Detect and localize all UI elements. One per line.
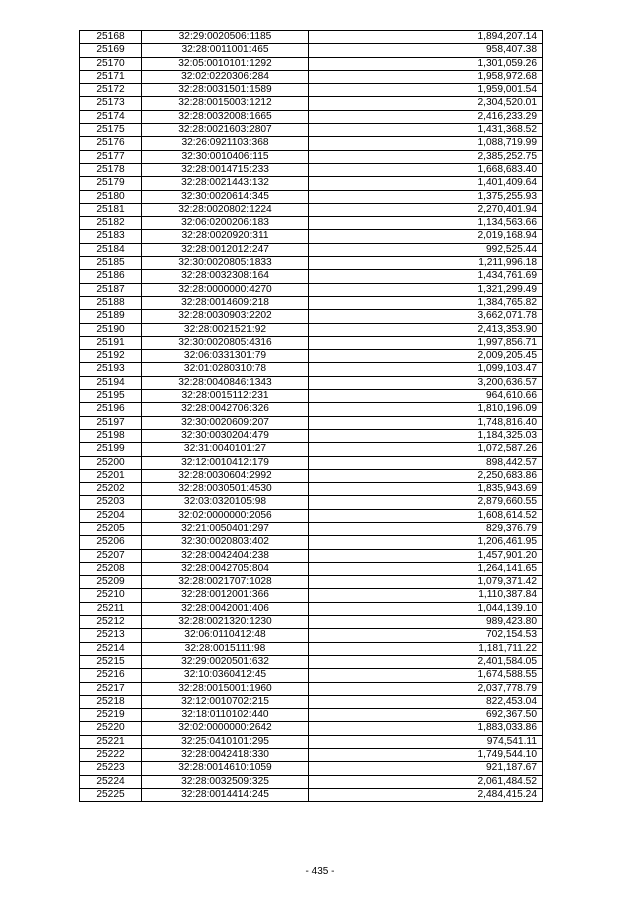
table-row <box>80 70 543 83</box>
cadastral-number-cell: 32:28:0042001:406 <box>142 602 309 615</box>
amount-cell: 1,206,461.95 <box>309 536 543 549</box>
table-row <box>80 735 543 748</box>
row-number-cell: 25173 <box>80 97 142 110</box>
row-number-cell: 25196 <box>80 403 142 416</box>
cadastral-number-cell: 32:28:0014610:1059 <box>142 762 309 775</box>
table-row <box>80 137 543 150</box>
cadastral-number-cell: 32:31:0040101:27 <box>142 443 309 456</box>
cadastral-number-cell: 32:29:0020506:1185 <box>142 31 309 44</box>
amount-cell: 1,883,033.86 <box>309 722 543 735</box>
amount-cell: 1,384,765.82 <box>309 296 543 309</box>
row-number-cell: 25224 <box>80 775 142 788</box>
amount-cell: 1,110,387.84 <box>309 589 543 602</box>
row-number-cell: 25222 <box>80 749 142 762</box>
amount-cell: 1,211,996.18 <box>309 257 543 270</box>
amount-cell: 1,375,255.93 <box>309 190 543 203</box>
cadastral-number-cell: 32:18:0110102:440 <box>142 709 309 722</box>
amount-cell: 1,184,325.03 <box>309 429 543 442</box>
table-row <box>80 722 543 735</box>
row-number-cell: 25185 <box>80 257 142 270</box>
cadastral-number-cell: 32:03:0320105:98 <box>142 496 309 509</box>
cadastral-number-cell: 32:10:0360412:45 <box>142 669 309 682</box>
cadastral-number-cell: 32:26:0921103:368 <box>142 137 309 150</box>
cadastral-number-cell: 32:28:0021443:132 <box>142 177 309 190</box>
row-number-cell: 25200 <box>80 456 142 469</box>
amount-cell: 1,431,368.52 <box>309 124 543 137</box>
table-row <box>80 403 543 416</box>
row-number-cell: 25223 <box>80 762 142 775</box>
amount-cell: 702,154.53 <box>309 629 543 642</box>
amount-cell: 974,541.11 <box>309 735 543 748</box>
cadastral-number-cell: 32:12:0010702:215 <box>142 695 309 708</box>
table-row <box>80 682 543 695</box>
cadastral-number-cell: 32:28:0015111:98 <box>142 642 309 655</box>
amount-cell: 1,079,371.42 <box>309 576 543 589</box>
table-row <box>80 655 543 668</box>
amount-cell: 989,423.80 <box>309 616 543 629</box>
row-number-cell: 25221 <box>80 735 142 748</box>
table-row <box>80 150 543 163</box>
cadastral-number-cell: 32:30:0020614:345 <box>142 190 309 203</box>
cadastral-number-cell: 32:30:0020805:4316 <box>142 336 309 349</box>
cadastral-number-cell: 32:29:0020501:632 <box>142 655 309 668</box>
amount-cell: 1,749,544.10 <box>309 749 543 762</box>
row-number-cell: 25205 <box>80 522 142 535</box>
amount-cell: 2,385,252.75 <box>309 150 543 163</box>
row-number-cell: 25182 <box>80 217 142 230</box>
amount-cell: 2,250,683.86 <box>309 469 543 482</box>
table-row <box>80 177 543 190</box>
table-row <box>80 257 543 270</box>
amount-cell: 1,088,719.99 <box>309 137 543 150</box>
cadastral-number-cell: 32:28:0030501:4530 <box>142 483 309 496</box>
amount-cell: 2,019,168.94 <box>309 230 543 243</box>
cadastral-number-cell: 32:30:0010406:115 <box>142 150 309 163</box>
cadastral-number-cell: 32:06:0110412:48 <box>142 629 309 642</box>
cadastral-number-cell: 32:06:0200206:183 <box>142 217 309 230</box>
page-number: - 435 - <box>305 866 335 877</box>
table-row <box>80 443 543 456</box>
table-row <box>80 788 543 801</box>
amount-cell: 1,434,761.69 <box>309 270 543 283</box>
row-number-cell: 25217 <box>80 682 142 695</box>
table-row <box>80 456 543 469</box>
amount-cell: 1,608,614.52 <box>309 509 543 522</box>
cadastral-number-cell: 32:28:0030903:2202 <box>142 310 309 323</box>
row-number-cell: 25190 <box>80 323 142 336</box>
cadastral-number-cell: 32:30:0020609:207 <box>142 416 309 429</box>
row-number-cell: 25194 <box>80 376 142 389</box>
amount-cell: 1,181,711.22 <box>309 642 543 655</box>
table-row <box>80 44 543 57</box>
row-number-cell: 25225 <box>80 788 142 801</box>
table-row <box>80 549 543 562</box>
amount-cell: 1,810,196.09 <box>309 403 543 416</box>
row-number-cell: 25188 <box>80 296 142 309</box>
amount-cell: 2,304,520.01 <box>309 97 543 110</box>
cadastral-number-cell: 32:25:0410101:295 <box>142 735 309 748</box>
row-number-cell: 25215 <box>80 655 142 668</box>
row-number-cell: 25192 <box>80 350 142 363</box>
cadastral-number-cell: 32:28:0021320:1230 <box>142 616 309 629</box>
row-number-cell: 25180 <box>80 190 142 203</box>
amount-cell: 1,835,943.69 <box>309 483 543 496</box>
table-row <box>80 616 543 629</box>
row-number-cell: 25201 <box>80 469 142 482</box>
table-row <box>80 163 543 176</box>
cadastral-number-cell: 32:28:0015112:231 <box>142 390 309 403</box>
table-row <box>80 576 543 589</box>
amount-cell: 2,009,205.45 <box>309 350 543 363</box>
table-row <box>80 522 543 535</box>
table-row <box>80 57 543 70</box>
cadastral-number-cell: 32:02:0000000:2056 <box>142 509 309 522</box>
row-number-cell: 25186 <box>80 270 142 283</box>
row-number-cell: 25209 <box>80 576 142 589</box>
table-row <box>80 762 543 775</box>
table-row <box>80 709 543 722</box>
row-number-cell: 25174 <box>80 110 142 123</box>
table-row <box>80 110 543 123</box>
table-row <box>80 775 543 788</box>
cadastral-number-cell: 32:28:0042418:330 <box>142 749 309 762</box>
cadastral-number-cell: 32:28:0020802:1224 <box>142 203 309 216</box>
cadastral-number-cell: 32:06:0331301:79 <box>142 350 309 363</box>
table-row <box>80 336 543 349</box>
cadastral-number-cell: 32:28:0031501:1589 <box>142 84 309 97</box>
row-number-cell: 25199 <box>80 443 142 456</box>
table-row <box>80 270 543 283</box>
table-row <box>80 243 543 256</box>
cadastral-number-cell: 32:28:0030604:2992 <box>142 469 309 482</box>
amount-cell: 1,401,409.64 <box>309 177 543 190</box>
amount-cell: 1,072,587.26 <box>309 443 543 456</box>
amount-cell: 2,037,778.79 <box>309 682 543 695</box>
row-number-cell: 25191 <box>80 336 142 349</box>
table-row <box>80 230 543 243</box>
amount-cell: 898,442.57 <box>309 456 543 469</box>
row-number-cell: 25169 <box>80 44 142 57</box>
table-row <box>80 536 543 549</box>
row-number-cell: 25197 <box>80 416 142 429</box>
table-row <box>80 509 543 522</box>
row-number-cell: 25184 <box>80 243 142 256</box>
amount-cell: 2,401,584.05 <box>309 655 543 668</box>
amount-cell: 992,525.44 <box>309 243 543 256</box>
ledger-table <box>79 30 543 802</box>
amount-cell: 958,407.38 <box>309 44 543 57</box>
table-row <box>80 84 543 97</box>
row-number-cell: 25208 <box>80 562 142 575</box>
row-number-cell: 25207 <box>80 549 142 562</box>
row-number-cell: 25175 <box>80 124 142 137</box>
row-number-cell: 25211 <box>80 602 142 615</box>
amount-cell: 964,610.66 <box>309 390 543 403</box>
table-row <box>80 97 543 110</box>
cadastral-number-cell: 32:30:0020803:402 <box>142 536 309 549</box>
row-number-cell: 25171 <box>80 70 142 83</box>
cadastral-number-cell: 32:28:0021603:2807 <box>142 124 309 137</box>
table-row <box>80 31 543 44</box>
row-number-cell: 25189 <box>80 310 142 323</box>
table-row <box>80 363 543 376</box>
cadastral-number-cell: 32:12:0010412:179 <box>142 456 309 469</box>
amount-cell: 1,301,059.26 <box>309 57 543 70</box>
cadastral-number-cell: 32:05:0010101:1292 <box>142 57 309 70</box>
table-row <box>80 562 543 575</box>
table-row <box>80 323 543 336</box>
table-row <box>80 483 543 496</box>
cadastral-number-cell: 32:28:0012001:366 <box>142 589 309 602</box>
row-number-cell: 25216 <box>80 669 142 682</box>
row-number-cell: 25198 <box>80 429 142 442</box>
row-number-cell: 25179 <box>80 177 142 190</box>
row-number-cell: 25210 <box>80 589 142 602</box>
table-row <box>80 124 543 137</box>
table-row <box>80 669 543 682</box>
cadastral-number-cell: 32:02:0220306:284 <box>142 70 309 83</box>
row-number-cell: 25170 <box>80 57 142 70</box>
amount-cell: 829,376.79 <box>309 522 543 535</box>
row-number-cell: 25178 <box>80 163 142 176</box>
row-number-cell: 25206 <box>80 536 142 549</box>
cadastral-number-cell: 32:28:0040846:1343 <box>142 376 309 389</box>
table-row <box>80 749 543 762</box>
amount-cell: 3,662,071.78 <box>309 310 543 323</box>
cadastral-number-cell: 32:28:0020920:311 <box>142 230 309 243</box>
row-number-cell: 25172 <box>80 84 142 97</box>
table-row <box>80 190 543 203</box>
row-number-cell: 25187 <box>80 283 142 296</box>
table-row <box>80 350 543 363</box>
cadastral-number-cell: 32:01:0280310:78 <box>142 363 309 376</box>
row-number-cell: 25202 <box>80 483 142 496</box>
row-number-cell: 25219 <box>80 709 142 722</box>
cadastral-number-cell: 32:30:0030204:479 <box>142 429 309 442</box>
cadastral-number-cell: 32:28:0011001:465 <box>142 44 309 57</box>
row-number-cell: 25168 <box>80 31 142 44</box>
amount-cell: 921,187.67 <box>309 762 543 775</box>
row-number-cell: 25176 <box>80 137 142 150</box>
table-row <box>80 390 543 403</box>
table-row <box>80 496 543 509</box>
cadastral-number-cell: 32:28:0012012:247 <box>142 243 309 256</box>
cadastral-number-cell: 32:02:0000000:2642 <box>142 722 309 735</box>
table-row <box>80 203 543 216</box>
cadastral-number-cell: 32:28:0042705:804 <box>142 562 309 575</box>
amount-cell: 1,668,683.40 <box>309 163 543 176</box>
table-row <box>80 589 543 602</box>
table-row <box>80 296 543 309</box>
amount-cell: 1,997,856.71 <box>309 336 543 349</box>
amount-cell: 1,264,141.65 <box>309 562 543 575</box>
row-number-cell: 25195 <box>80 390 142 403</box>
amount-cell: 1,748,816.40 <box>309 416 543 429</box>
amount-cell: 2,879,660.55 <box>309 496 543 509</box>
cadastral-number-cell: 32:28:0032509:325 <box>142 775 309 788</box>
amount-cell: 2,484,415.24 <box>309 788 543 801</box>
amount-cell: 2,413,353.90 <box>309 323 543 336</box>
row-number-cell: 25177 <box>80 150 142 163</box>
row-number-cell: 25193 <box>80 363 142 376</box>
amount-cell: 2,061,484.52 <box>309 775 543 788</box>
cadastral-number-cell: 32:28:0021707:1028 <box>142 576 309 589</box>
amount-cell: 1,958,972.68 <box>309 70 543 83</box>
amount-cell: 1,959,001.54 <box>309 84 543 97</box>
amount-cell: 3,200,636.57 <box>309 376 543 389</box>
row-number-cell: 25220 <box>80 722 142 735</box>
table-row <box>80 429 543 442</box>
table-row <box>80 695 543 708</box>
cadastral-number-cell: 32:28:0014715:233 <box>142 163 309 176</box>
amount-cell: 2,270,401.94 <box>309 203 543 216</box>
cadastral-number-cell: 32:28:0042706:326 <box>142 403 309 416</box>
amount-cell: 1,134,563.66 <box>309 217 543 230</box>
row-number-cell: 25181 <box>80 203 142 216</box>
cadastral-number-cell: 32:21:0050401:297 <box>142 522 309 535</box>
cadastral-number-cell: 32:28:0014414:245 <box>142 788 309 801</box>
table-row <box>80 416 543 429</box>
amount-cell: 822,453.04 <box>309 695 543 708</box>
table-row <box>80 642 543 655</box>
amount-cell: 1,099,103.47 <box>309 363 543 376</box>
row-number-cell: 25218 <box>80 695 142 708</box>
cadastral-number-cell: 32:28:0021521:92 <box>142 323 309 336</box>
cadastral-number-cell: 32:28:0014609:218 <box>142 296 309 309</box>
cadastral-number-cell: 32:28:0042404:238 <box>142 549 309 562</box>
amount-cell: 1,044,139.10 <box>309 602 543 615</box>
row-number-cell: 25212 <box>80 616 142 629</box>
row-number-cell: 25214 <box>80 642 142 655</box>
ledger-table-body <box>80 31 543 802</box>
amount-cell: 1,457,901.20 <box>309 549 543 562</box>
row-number-cell: 25213 <box>80 629 142 642</box>
amount-cell: 1,674,588.55 <box>309 669 543 682</box>
table-row <box>80 310 543 323</box>
amount-cell: 692,367.50 <box>309 709 543 722</box>
cadastral-number-cell: 32:28:0032308:164 <box>142 270 309 283</box>
row-number-cell: 25204 <box>80 509 142 522</box>
table-row <box>80 629 543 642</box>
cadastral-number-cell: 32:28:0015003:1212 <box>142 97 309 110</box>
cadastral-number-cell: 32:30:0020805:1833 <box>142 257 309 270</box>
row-number-cell: 25183 <box>80 230 142 243</box>
table-row <box>80 376 543 389</box>
cadastral-number-cell: 32:28:0000000:4270 <box>142 283 309 296</box>
table-row <box>80 602 543 615</box>
cadastral-number-cell: 32:28:0015001:1960 <box>142 682 309 695</box>
table-row <box>80 283 543 296</box>
amount-cell: 1,894,207.14 <box>309 31 543 44</box>
cadastral-number-cell: 32:28:0032008:1665 <box>142 110 309 123</box>
table-row <box>80 469 543 482</box>
table-row <box>80 217 543 230</box>
amount-cell: 2,416,233.29 <box>309 110 543 123</box>
row-number-cell: 25203 <box>80 496 142 509</box>
amount-cell: 1,321,299.49 <box>309 283 543 296</box>
